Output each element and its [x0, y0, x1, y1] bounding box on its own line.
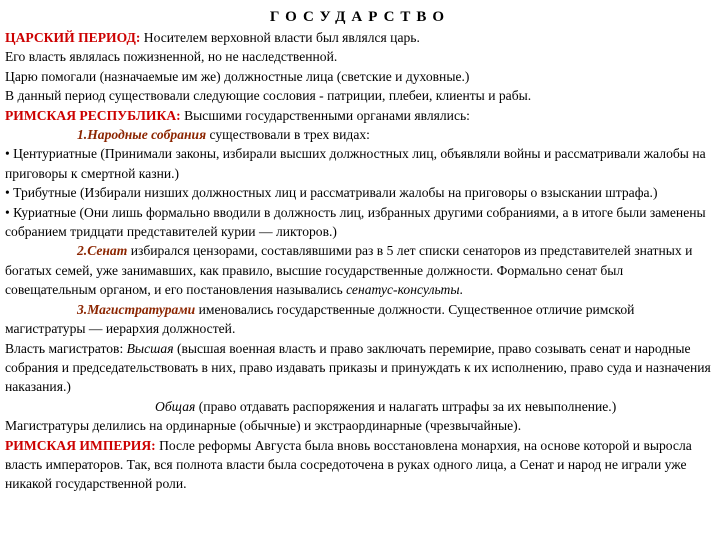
tsar-text: Носителем верховной власти был являлся царь. — [140, 30, 420, 45]
power-general-text: (право отдавать распоряжения и налагать штрафы за их невыполнение.) — [195, 398, 617, 414]
tsar-heading: ЦАРСКИЙ ПЕРИОД: — [5, 30, 141, 45]
power-highest-text: (высшая военная власть и право заключать перемирие, право созывать сенат и народные собрания и председательствовать в них, право издавать приказы и принуждать к их исполнению, право суда и назначения наказания.) — [5, 340, 711, 395]
republic-paragraph — [5, 106, 715, 125]
senate-text: избирался цензорами, составлявшими раз в 5 лет списки сенаторов из представителей знатных и богатых семей, уже занимавших, как правило, высшие государственные должности. Формально сенат был совещательным органом, и его постановления назывались — [5, 243, 693, 298]
tsar-line-2: Царю помогали (назначаемые им же) должностные лица (светские и духовные.) — [5, 68, 470, 84]
senate-label: 2.Сенат — [77, 243, 128, 259]
assembly-item-centuriate: • Центуриатные (Принимали законы, избирали высших должностных лиц, объявляли войны и рассматривали жалобы на приговоры к смертной казни.) — [5, 146, 706, 181]
assembly-item-tribute: • Трибутные (Избирали низших должностных лиц и рассматривали жалобы на приговоры о взыскании штрафа.) — [5, 185, 658, 201]
magistracies-label: 3.Магистратурами — [77, 301, 196, 317]
empire-heading: РИМСКАЯ ИМПЕРИЯ: — [5, 437, 156, 453]
power-general-label: Общая — [155, 398, 196, 414]
assembly-item-curiate: • Куриатные (Они лишь формально вводили в должность лиц, избранных другими собраниями, а в итоге были заменены собранием тридцати представителей курии — ликторов.) — [5, 204, 706, 240]
republic-text: Высшими государственными органами являлись: — [180, 107, 470, 123]
tsar-paragraph — [5, 28, 715, 47]
magistracies-text: именовались государственные должности. Существенное отличие римской магистратуры — иерархия должностей. — [5, 301, 635, 337]
assemblies-text: существовали в трех видах: — [206, 127, 370, 143]
power-highest-label: Высшая — [126, 340, 174, 356]
republic-heading: РИМСКАЯ РЕСПУБЛИКА: — [5, 107, 181, 123]
power-paragraph — [5, 339, 715, 397]
magistracies-division: Магистратуры делились на ординарные (обычные) и экстраординарные (чрезвычайные). — [5, 418, 522, 434]
power-lead: Власть магистратов: — [5, 340, 127, 356]
senate-term: сенатус-консульты — [346, 282, 460, 298]
page-title: ГОСУДАРСТВО — [269, 9, 451, 25]
assemblies-paragraph — [5, 125, 715, 144]
tsar-line-3: В данный период существовали следующие сословия - патриции, плебеи, клиенты и рабы. — [5, 88, 532, 104]
power-general-paragraph — [5, 397, 715, 416]
senate-paragraph — [5, 241, 715, 299]
senate-end: . — [459, 282, 463, 298]
magistracies-paragraph — [5, 300, 715, 339]
assemblies-label: 1.Народные собрания — [77, 127, 207, 143]
empire-paragraph — [5, 436, 715, 494]
empire-text: После реформы Августа была вновь восстановлена монархия, на основе которой и выросла власть императоров. Так, вся полнота власти была сосредоточена в руках одного лица, а Сенат и народ не играли уже никакой государственной роли. — [5, 437, 692, 492]
tsar-line-1: Его власть являлась пожизненной, но не наследственной. — [5, 49, 338, 65]
